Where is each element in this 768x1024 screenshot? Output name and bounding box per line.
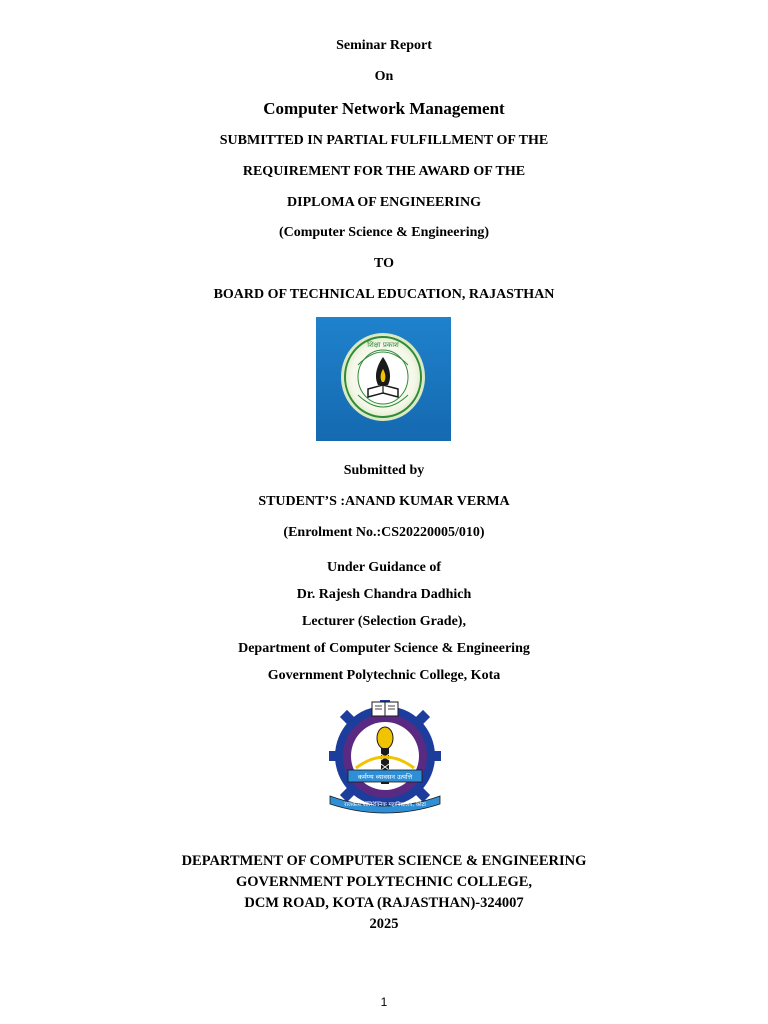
branch-name: (Computer Science & Engineering) (278, 225, 490, 240)
board-logo-emblem-icon (316, 317, 451, 441)
footer-college: GOVERNMENT POLYTECHNIC COLLEGE, (235, 874, 533, 890)
guide-designation: Lecturer (Selection Grade), (302, 614, 466, 629)
guide-department: Department of Computer Science & Engineering (238, 641, 530, 656)
footer-address: DCM ROAD, KOTA (RAJASTHAN)-324007 (244, 895, 524, 911)
college-logo-banner-text: कर्मण्य व्यावसन उत्पत्ति (357, 773, 413, 781)
guide-name: Dr. Rajesh Chandra Dadhich (296, 587, 472, 602)
submitted-by-label: Submitted by (343, 463, 425, 478)
report-title: Computer Network Management (263, 99, 505, 118)
footer-department: DEPARTMENT OF COMPUTER SCIENCE & ENGINEERING (181, 853, 587, 869)
board-name: BOARD OF TECHNICAL EDUCATION, RAJASTHAN (213, 287, 555, 302)
footer-year: 2025 (369, 916, 399, 932)
diploma-name: DIPLOMA OF ENGINEERING (287, 195, 481, 210)
report-on: On (374, 69, 394, 84)
guide-college: Government Polytechnic College, Kota (267, 668, 501, 683)
report-type: Seminar Report (336, 38, 432, 53)
college-logo-ribbon-text: राजकीय पॉलिटेक्निक महाविद्यालय, कोटा (344, 802, 426, 808)
board-logo (316, 317, 451, 441)
submission-statement-line-1: SUBMITTED IN PARTIAL FULFILLMENT OF THE (219, 133, 549, 148)
submission-statement-line-2: REQUIREMENT FOR THE AWARD OF THE (242, 164, 526, 179)
to-label: TO (374, 256, 394, 271)
enrolment-number: (Enrolment No.:CS20220005/010) (283, 525, 485, 540)
board-logo-arc-text: शिक्षा प्रकाश (367, 341, 399, 349)
guidance-label: Under Guidance of (326, 560, 442, 575)
student-name: STUDENT’S :ANAND KUMAR VERMA (258, 494, 510, 509)
college-gear-emblem-icon (328, 698, 442, 814)
college-logo (328, 698, 442, 814)
page-number: 1 (380, 995, 388, 1009)
